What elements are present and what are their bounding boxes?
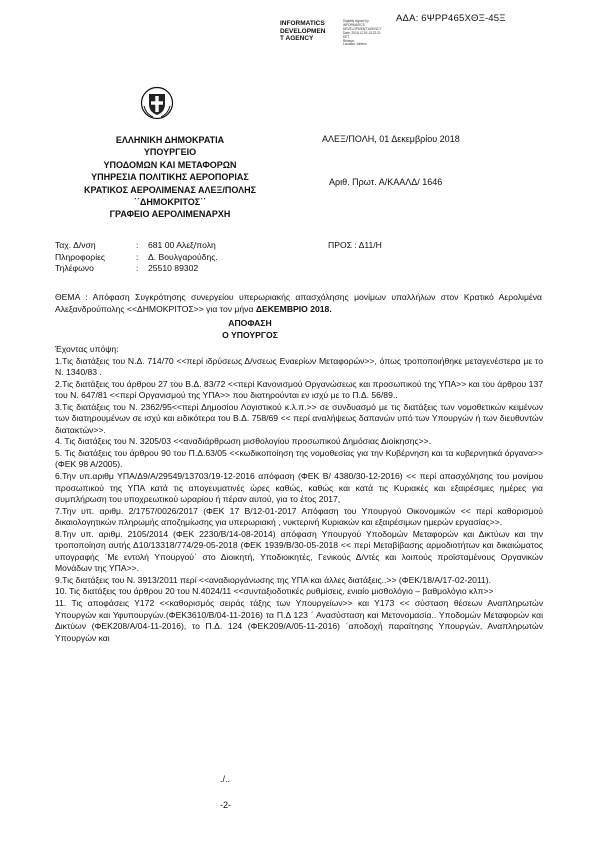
consideration-item: 11. Τις αποφάσεις Υ172 <<καθορισμός σειράς τάξης των Υπουργείων>> και Υ173 << σύσταση θέσεων Αναπληρωτών Υπουργών και Υφυπουργών.(ΦΕΚ3610/Β/04-11-2016) τα Π.Δ 123 ΄ Ανασύσταση και Μετονομασία.. Υποδομών Μεταφορών και Δικτύων (ΦΕΚ208/Α/04-11-2016), το Π.Δ. 124 (ΦΕΚ209/Α/05-11-2016) ΄αποδοχή παραίτησης Υπουργών, Αναπληρωτών Υπουργών και — [55, 598, 543, 643]
protocol-number: Αριθ. Πρωτ. Α/ΚΑΑΛΔ/ 1646 — [329, 177, 443, 187]
considerations-list — [55, 344, 543, 644]
letterhead-line: ΥΠΟΥΡΓΕΙΟ — [143, 147, 197, 158]
letterhead-line: ΥΠΟΔΟΜΩΝ ΚΑΙ ΜΕΤΑΦΟΡΩΝ — [103, 159, 237, 170]
consideration-item: 1.Τις διατάξεις του Ν.Δ. 714/70 <<περί ιδρύσεως Δ/νσεως Εναερίων Μεταφορών>>, όπως τροποποιήθηκε μεταγενέστερα με το Ν. 1340/83 . — [55, 355, 543, 378]
letterhead-line: ΕΛΛΗΝΙΚΗ ΔΗΜΟΚΡΑΤΙΑ — [115, 135, 225, 145]
signature-stamp-label: INFORMATICS DEVELOPMEN T AGENCY — [280, 20, 326, 42]
contact-row: Πληροφορίες : Δ. Βουλγαρούδης. — [55, 251, 218, 262]
continuation-mark: ./.. — [220, 774, 231, 784]
considerations-intro: Έχοντας υπόψη: — [55, 344, 119, 354]
recipient: ΠΡΟΣ : Δ11/Η — [328, 240, 382, 250]
signature-stamp-details: Digitally signed by INFORMATICS DEVELOPMENT AGENCY Date: 2018.12.03 13:22:21 EET Reason: Location: Athens — [343, 19, 382, 47]
decision-heading — [220, 317, 280, 341]
place-and-date: ΑΛΕΞ/ΠΟΛΗ, 01 Δεκεμβρίου 2018 — [322, 134, 460, 144]
contact-row: Ταχ. Δ/νση : 681 00 Αλεξ/πολη — [55, 240, 216, 250]
letterhead-line: ΚΡΑΤΙΚΟΣ ΑΕΡΟΛΙΜΕΝΑΣ ΑΛΕΞ/ΠΟΛΗΣ — [83, 184, 257, 195]
page-number: -2- — [220, 800, 231, 810]
coat-of-arms-icon — [140, 86, 174, 120]
consideration-item: 9.Τις διατάξεις του Ν. 3913/2011 περί <<αναδιοργάνωσης της ΥΠΑ και άλλες διατάξεις..>> (ΦΕΚ/18/Α/17-02-2011). — [55, 574, 492, 585]
ada-code: ΑΔΑ: 6ΨΡΡ465ΧΘΞ-45Ξ — [396, 13, 506, 24]
consideration-item: 6.Την υπ.αριθμ ΥΠΑ/Δ9/Α/29549/13703/19-12-2016 απόφαση (ΦΕΚ Β/ 4380/30-12-2016) << περί απασχόλησης του μονίμου προσωπικού της ΥΠΑ κατά τις απογευματινές ώρες καθώς, καθώς και κατά τις Κυριακές και εξαιρέσιμες ημέρες για συμπλήρωση του υποχρεωτικού ωραρίου ή πέραν αυτού, για το έτος 2017, — [55, 471, 543, 505]
subject-line: ΘΕΜΑ : Απόφαση Συγκρότησης συνεργείου υπερωριακής απασχόλησης μονίμων υπαλλήλων στον Κρατικό Αερολιμένα Αλεξανδρούπολης <<ΔΗΜΟΚΡΙΤΟΣ>> για τον μήνα ΔΕΚΕΜΒΡΙΟ 2018. — [55, 292, 542, 314]
decision-title: ΑΠΟΦΑΣΗ — [228, 318, 272, 328]
contact-details — [55, 240, 218, 275]
consideration-item: 8.Την υπ. αριθμ. 2105/2014 (ΦΕΚ 2230/Β/14-08-2014) απόφαση Υπουργού Υποδομών Μεταφορών και Δικτύων και την τροποποίηση αυτής Δ10/13318/774/29-05-2018 (ΦΕΚ 1939/Β/30-05-2018 << περί Μεταβίβασης αρμοδιοτήτων και δικαιώματος υπογραφής ΄Με εντολή Υπουργού΄ στο Διοικητή, Υποδιοικητές, Γενικούς Δ/ντές και λοιπούς προϊσταμένους Οργανικών Μονάδων της ΥΠΑ>>. — [55, 528, 543, 574]
letterhead-line: ΥΠΗΡΕΣΙΑ ΠΟΛΙΤΙΚΗΣ ΑΕΡΟΠΟΡΙΑΣ — [91, 172, 249, 183]
letterhead — [70, 134, 270, 221]
consideration-item: 2.Τις διατάξεις του άρθρου 27 του Β.Δ. 83/72 <<περί Κανονισμού Οργανώσεως και προσωπικού της ΥΠΑ>> και του άρθρου 137 του Ν. 647/81 <<περί Οργανισμού της ΥΠΑ>> που διατηρούνται εν ισχύ με το Π.Δ. 56/89.. — [55, 378, 543, 401]
consideration-item: 7.Την υπ. αριθμ. 2/1757/0026/2017 (ΦΕΚ 17 Β/12-01-2017 Απόφαση του Υπουργού Οικονομικών << περί καθορισμού δικαιολογητικών πληρωμής αποζημίωσης για υπερωριακή , νυκτερινή Κυριακών και εξαιρέσιμων ημερών εργασίας>>. — [55, 505, 543, 528]
consideration-item: 3.Τις διατάξεις του Ν. 2362/95<<περί Δημοσίου Λογιστικού κ.λ.π.>> σε συνδυασμό με τις διατάξεις των νομοθετικών κειμένων των διατηρουμένων σε ισχύ και ειδικότερα του Β.Δ. 758/69 << περί αναλήψεως δαπανών υπό των Υπουργών ή των διευθυντών διατακτών>>. — [55, 401, 543, 435]
contact-row: Τηλέφωνο : 25510 89302 — [55, 263, 199, 274]
consideration-item: 10. Τις διατάξεις του άρθρου 20 του Ν.4024/11 <<συνταξιοδοτικές ρυθμίσεις, ενιαίο μισθολόγιο – βαθμολόγιο κλπ>> — [55, 586, 494, 597]
consideration-item: 4. Τις διατάξεις του Ν. 3205/03 <<αναδιάρθρωση μισθολογίου προσωπικού Δημόσιας Διοίκησης>>. — [55, 436, 432, 447]
letterhead-line: ΄΄ΔΗΜΟΚΡΙΤΟΣ΄΄ — [133, 197, 207, 208]
letterhead-line: ΓΡΑΦΕΙΟ ΑΕΡΟΛΙΜΕΝΑΡΧΗ — [109, 209, 231, 220]
consideration-item: 5. Τις διατάξεις του άρθρου 90 του Π.Δ.63/05 <<κωδικοποίηση της νομοθεσίας για την Κυβέρνηση και τα κυβερνητικά όργανα>> (ΦΕΚ 98 Α/2005). — [55, 447, 543, 470]
decision-subtitle: Ο ΥΠΟΥΡΓΟΣ — [222, 330, 278, 340]
